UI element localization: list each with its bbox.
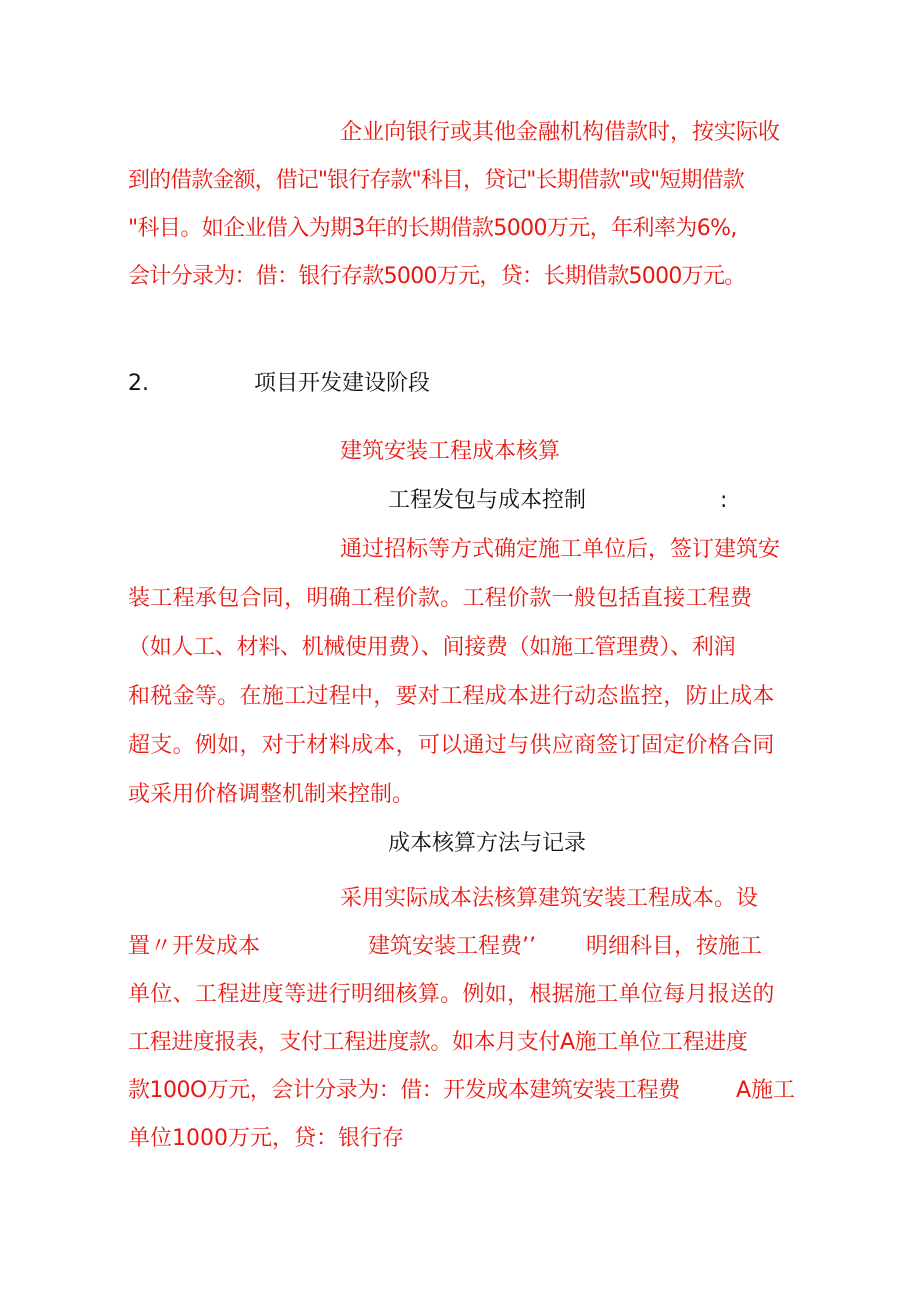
item2-line-3: 单位、工程进度等进行明细核算。例如，根据施工单位每月报送的 [128,982,775,1007]
paragraph1-line-4: 会计分录为：借：银行存款5000万元，贷：长期借款5000万元。 [128,264,746,289]
item2-line-6: 单位1000万元，贷：银行存 [128,1126,404,1151]
paragraph1-line-3: "科目。如企业借入为期3年的长期借款5000万元，年利率为6%, [128,216,737,241]
item2-line-1: 采用实际成本法核算建筑安装工程成本。设 [340,886,759,911]
item2-line-5 [128,1077,828,1105]
item2-line-2 [128,933,828,961]
item2-line-2-part-a: 置〃开发成本 [128,934,261,959]
item1-line-1: 通过招标等方式确定施工单位后，签订建筑安 [340,537,781,562]
section2-number: 2. [128,371,149,396]
item1-colon: : [720,488,728,513]
item1-line-2: 装工程承包合同，明确工程价款。工程价款一般包括直接工程费 [128,586,753,611]
item2-title: 成本核算方法与记录 [388,831,587,856]
item1-line-6: 或采用价格调整机制来控制。 [128,782,415,807]
item2-line-2-part-b: 建筑安装工程费’’ [368,934,536,959]
item2-line-5-tail: A施工 [736,1078,796,1103]
paragraph1-line-2: 到的借款金额，借记"银行存款"科目，贷记"长期借款"或"短期借款 [128,168,744,193]
item2-line-5-main: 款100O万元，会计分录为：借：开发成本建筑安装工程费 [128,1078,680,1103]
item2-line-4: 工程进度报表，支付工程进度款。如本月支付A施工单位工程进度 [128,1030,748,1055]
item1-title: 工程发包与成本控制 [388,488,587,513]
section2-title: 项目开发建设阶段 [254,371,431,396]
item1-line-3: （如人工、材料、机械使用费）、间接费（如施工管理费）、利润 [128,635,736,660]
item1-line-5: 超支。例如，对于材料成本，可以通过与供应商签订固定价格合同 [128,733,775,758]
paragraph1-line-1: 企业向银行或其他金融机构借款时，按实际收 [340,120,781,145]
item2-line-2-part-c: 明细科目，按施工 [586,934,763,959]
item1-line-4: 和税金等。在施工过程中，要对工程成本进行动态监控，防止成本 [128,684,775,709]
subsection-title: 建筑安装工程成本核算 [340,439,561,464]
